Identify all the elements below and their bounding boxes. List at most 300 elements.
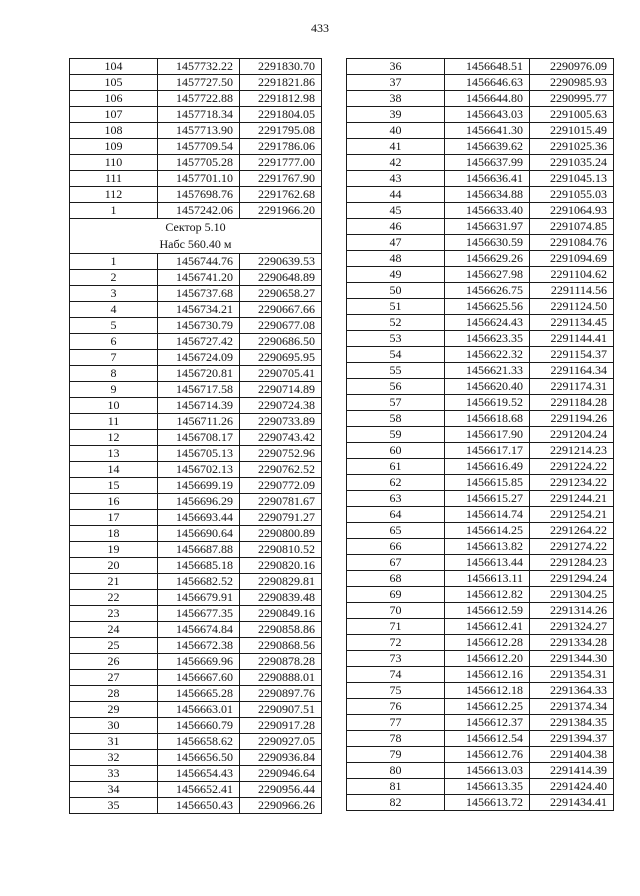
table-row: [347, 203, 614, 219]
table-row: [70, 187, 322, 203]
y-coordinate-cell: 2290705.41: [240, 366, 322, 382]
y-coordinate-cell: 2290714.89: [240, 382, 322, 398]
table-row: [347, 411, 614, 427]
left-table-rows-before: [70, 59, 322, 219]
table-row: [70, 107, 322, 123]
y-coordinate-cell: 2290810.52: [240, 542, 322, 558]
y-coordinate-cell: 2291214.23: [530, 443, 614, 459]
x-coordinate-cell: 1456693.44: [158, 510, 240, 526]
y-coordinate-cell: 2290762.52: [240, 462, 322, 478]
x-coordinate-cell: 1456652.41: [158, 782, 240, 798]
point-number-cell: 21: [70, 574, 158, 590]
x-coordinate-cell: 1456615.27: [445, 491, 530, 507]
table-row: [70, 398, 322, 414]
y-coordinate-cell: 2291354.31: [530, 667, 614, 683]
table-row: [70, 155, 322, 171]
x-coordinate-cell: 1456641.30: [445, 123, 530, 139]
x-coordinate-cell: 1456612.82: [445, 587, 530, 603]
y-coordinate-cell: 2291404.38: [530, 747, 614, 763]
table-row: [70, 203, 322, 219]
x-coordinate-cell: 1456614.74: [445, 507, 530, 523]
y-coordinate-cell: 2290888.01: [240, 670, 322, 686]
y-coordinate-cell: 2291374.34: [530, 699, 614, 715]
x-coordinate-cell: 1456734.21: [158, 302, 240, 318]
y-coordinate-cell: 2291804.05: [240, 107, 322, 123]
point-number-cell: 49: [347, 267, 445, 283]
x-coordinate-cell: 1456646.63: [445, 75, 530, 91]
table-row: [70, 171, 322, 187]
y-coordinate-cell: 2290677.08: [240, 318, 322, 334]
table-row: [347, 91, 614, 107]
x-coordinate-cell: 1456613.35: [445, 779, 530, 795]
x-coordinate-cell: 1457709.54: [158, 139, 240, 155]
table-row: [347, 123, 614, 139]
point-number-cell: 56: [347, 379, 445, 395]
x-coordinate-cell: 1456612.28: [445, 635, 530, 651]
point-number-cell: 104: [70, 59, 158, 75]
point-number-cell: 33: [70, 766, 158, 782]
y-coordinate-cell: 2291045.13: [530, 171, 614, 187]
table-row: [347, 507, 614, 523]
x-coordinate-cell: 1456669.96: [158, 654, 240, 670]
y-coordinate-cell: 2291005.63: [530, 107, 614, 123]
x-coordinate-cell: 1456687.88: [158, 542, 240, 558]
x-coordinate-cell: 1456612.16: [445, 667, 530, 683]
x-coordinate-cell: 1456630.59: [445, 235, 530, 251]
x-coordinate-cell: 1456679.91: [158, 590, 240, 606]
table-row: [70, 654, 322, 670]
x-coordinate-cell: 1456690.64: [158, 526, 240, 542]
point-number-cell: 38: [347, 91, 445, 107]
table-row: [70, 334, 322, 350]
y-coordinate-cell: 2290917.28: [240, 718, 322, 734]
point-number-cell: 54: [347, 347, 445, 363]
x-coordinate-cell: 1456612.76: [445, 747, 530, 763]
point-number-cell: 45: [347, 203, 445, 219]
x-coordinate-cell: 1456617.17: [445, 443, 530, 459]
x-coordinate-cell: 1456648.51: [445, 59, 530, 75]
table-row: [70, 366, 322, 382]
table-row: [70, 702, 322, 718]
x-coordinate-cell: 1456705.13: [158, 446, 240, 462]
x-coordinate-cell: 1456744.76: [158, 254, 240, 270]
point-number-cell: 8: [70, 366, 158, 382]
y-coordinate-cell: 2291154.37: [530, 347, 614, 363]
y-coordinate-cell: 2290868.56: [240, 638, 322, 654]
table-row: [347, 235, 614, 251]
y-coordinate-cell: 2291344.30: [530, 651, 614, 667]
table-row: [70, 574, 322, 590]
point-number-cell: 111: [70, 171, 158, 187]
point-number-cell: 11: [70, 414, 158, 430]
y-coordinate-cell: 2291064.93: [530, 203, 614, 219]
x-coordinate-cell: 1456612.18: [445, 683, 530, 699]
y-coordinate-cell: 2291830.70: [240, 59, 322, 75]
y-coordinate-cell: 2290667.66: [240, 302, 322, 318]
table-row: [347, 347, 614, 363]
table-row: [347, 187, 614, 203]
point-number-cell: 75: [347, 683, 445, 699]
coordinates-table-right: [346, 58, 614, 811]
y-coordinate-cell: 2291384.35: [530, 715, 614, 731]
point-number-cell: 78: [347, 731, 445, 747]
y-coordinate-cell: 2290927.05: [240, 734, 322, 750]
y-coordinate-cell: 2291394.37: [530, 731, 614, 747]
point-number-cell: 46: [347, 219, 445, 235]
table-row: [347, 459, 614, 475]
x-coordinate-cell: 1456658.62: [158, 734, 240, 750]
table-row: [347, 331, 614, 347]
table-row: [347, 155, 614, 171]
x-coordinate-cell: 1456639.62: [445, 139, 530, 155]
point-number-cell: 4: [70, 302, 158, 318]
y-coordinate-cell: 2291174.31: [530, 379, 614, 395]
x-coordinate-cell: 1456624.43: [445, 315, 530, 331]
point-number-cell: 59: [347, 427, 445, 443]
y-coordinate-cell: 2290878.28: [240, 654, 322, 670]
y-coordinate-cell: 2290976.09: [530, 59, 614, 75]
table-row: [70, 766, 322, 782]
y-coordinate-cell: 2291035.24: [530, 155, 614, 171]
x-coordinate-cell: 1456677.35: [158, 606, 240, 622]
x-coordinate-cell: 1457718.34: [158, 107, 240, 123]
x-coordinate-cell: 1456636.41: [445, 171, 530, 187]
x-coordinate-cell: 1456660.79: [158, 718, 240, 734]
point-number-cell: 50: [347, 283, 445, 299]
y-coordinate-cell: 2291224.22: [530, 459, 614, 475]
y-coordinate-cell: 2291966.20: [240, 203, 322, 219]
table-row: [347, 603, 614, 619]
point-number-cell: 15: [70, 478, 158, 494]
table-row: [70, 446, 322, 462]
table-row: [70, 542, 322, 558]
point-number-cell: 20: [70, 558, 158, 574]
point-number-cell: 23: [70, 606, 158, 622]
table-row: [70, 526, 322, 542]
y-coordinate-cell: 2290839.48: [240, 590, 322, 606]
table-row: [70, 510, 322, 526]
x-coordinate-cell: 1456612.37: [445, 715, 530, 731]
point-number-cell: 18: [70, 526, 158, 542]
point-number-cell: 5: [70, 318, 158, 334]
y-coordinate-cell: 2291074.85: [530, 219, 614, 235]
table-row: [347, 779, 614, 795]
point-number-cell: 12: [70, 430, 158, 446]
x-coordinate-cell: 1456650.43: [158, 798, 240, 814]
x-coordinate-cell: 1456682.52: [158, 574, 240, 590]
table-row: [347, 763, 614, 779]
table-row: [70, 462, 322, 478]
y-coordinate-cell: 2291084.76: [530, 235, 614, 251]
y-coordinate-cell: 2291264.22: [530, 523, 614, 539]
y-coordinate-cell: 2290936.84: [240, 750, 322, 766]
left-table-rows-after: [70, 254, 322, 814]
point-number-cell: 76: [347, 699, 445, 715]
y-coordinate-cell: 2291334.28: [530, 635, 614, 651]
point-number-cell: 110: [70, 155, 158, 171]
y-coordinate-cell: 2291254.21: [530, 507, 614, 523]
x-coordinate-cell: 1456619.52: [445, 395, 530, 411]
x-coordinate-cell: 1456656.50: [158, 750, 240, 766]
table-row: [70, 686, 322, 702]
y-coordinate-cell: 2290956.44: [240, 782, 322, 798]
point-number-cell: 55: [347, 363, 445, 379]
x-coordinate-cell: 1456724.09: [158, 350, 240, 366]
y-coordinate-cell: 2291434.41: [530, 795, 614, 811]
point-number-cell: 65: [347, 523, 445, 539]
table-row: [70, 302, 322, 318]
x-coordinate-cell: 1456613.11: [445, 571, 530, 587]
point-number-cell: 47: [347, 235, 445, 251]
x-coordinate-cell: 1457242.06: [158, 203, 240, 219]
point-number-cell: 10: [70, 398, 158, 414]
y-coordinate-cell: 2291777.00: [240, 155, 322, 171]
x-coordinate-cell: 1456663.01: [158, 702, 240, 718]
y-coordinate-cell: 2291194.26: [530, 411, 614, 427]
table-row: [70, 286, 322, 302]
x-coordinate-cell: 1456612.20: [445, 651, 530, 667]
x-coordinate-cell: 1456714.39: [158, 398, 240, 414]
x-coordinate-cell: 1457698.76: [158, 187, 240, 203]
y-coordinate-cell: 2291795.08: [240, 123, 322, 139]
y-coordinate-cell: 2290743.42: [240, 430, 322, 446]
x-coordinate-cell: 1456612.25: [445, 699, 530, 715]
table-row: [70, 606, 322, 622]
y-coordinate-cell: 2290897.76: [240, 686, 322, 702]
table-row: [347, 59, 614, 75]
y-coordinate-cell: 2291244.21: [530, 491, 614, 507]
y-coordinate-cell: 2290772.09: [240, 478, 322, 494]
point-number-cell: 31: [70, 734, 158, 750]
table-row: [347, 635, 614, 651]
point-number-cell: 28: [70, 686, 158, 702]
x-coordinate-cell: 1457722.88: [158, 91, 240, 107]
point-number-cell: 63: [347, 491, 445, 507]
x-coordinate-cell: 1456613.72: [445, 795, 530, 811]
x-coordinate-cell: 1456633.40: [445, 203, 530, 219]
point-number-cell: 79: [347, 747, 445, 763]
point-number-cell: 68: [347, 571, 445, 587]
table-row: [347, 651, 614, 667]
x-coordinate-cell: 1456616.49: [445, 459, 530, 475]
y-coordinate-cell: 2291767.90: [240, 171, 322, 187]
y-coordinate-cell: 2290724.38: [240, 398, 322, 414]
coordinates-table-left: [69, 58, 322, 814]
point-number-cell: 77: [347, 715, 445, 731]
point-number-cell: 19: [70, 542, 158, 558]
point-number-cell: 108: [70, 123, 158, 139]
x-coordinate-cell: 1456625.56: [445, 299, 530, 315]
point-number-cell: 44: [347, 187, 445, 203]
table-row: [347, 171, 614, 187]
point-number-cell: 71: [347, 619, 445, 635]
table-row: [70, 350, 322, 366]
y-coordinate-cell: 2291134.45: [530, 315, 614, 331]
table-row: [347, 283, 614, 299]
point-number-cell: 73: [347, 651, 445, 667]
point-number-cell: 7: [70, 350, 158, 366]
point-number-cell: 42: [347, 155, 445, 171]
x-coordinate-cell: 1456702.13: [158, 462, 240, 478]
x-coordinate-cell: 1456626.75: [445, 283, 530, 299]
point-number-cell: 109: [70, 139, 158, 155]
table-row: [347, 699, 614, 715]
y-coordinate-cell: 2290849.16: [240, 606, 322, 622]
y-coordinate-cell: 2291294.24: [530, 571, 614, 587]
y-coordinate-cell: 2291364.33: [530, 683, 614, 699]
y-coordinate-cell: 2290781.67: [240, 494, 322, 510]
point-number-cell: 3: [70, 286, 158, 302]
y-coordinate-cell: 2290907.51: [240, 702, 322, 718]
y-coordinate-cell: 2291424.40: [530, 779, 614, 795]
page-number: 433: [311, 21, 329, 35]
point-number-cell: 39: [347, 107, 445, 123]
x-coordinate-cell: 1456618.68: [445, 411, 530, 427]
point-number-cell: 66: [347, 539, 445, 555]
point-number-cell: 70: [347, 603, 445, 619]
table-row: [70, 318, 322, 334]
point-number-cell: 29: [70, 702, 158, 718]
x-coordinate-cell: 1456631.97: [445, 219, 530, 235]
point-number-cell: 43: [347, 171, 445, 187]
x-coordinate-cell: 1456667.60: [158, 670, 240, 686]
point-number-cell: 58: [347, 411, 445, 427]
point-number-cell: 13: [70, 446, 158, 462]
y-coordinate-cell: 2290791.27: [240, 510, 322, 526]
table-row: [347, 683, 614, 699]
y-coordinate-cell: 2291055.03: [530, 187, 614, 203]
x-coordinate-cell: 1456613.44: [445, 555, 530, 571]
point-number-cell: 17: [70, 510, 158, 526]
point-number-cell: 112: [70, 187, 158, 203]
y-coordinate-cell: 2291234.22: [530, 475, 614, 491]
table-row: [347, 587, 614, 603]
table-row: [347, 619, 614, 635]
x-coordinate-cell: 1456727.42: [158, 334, 240, 350]
x-coordinate-cell: 1456629.26: [445, 251, 530, 267]
y-coordinate-cell: 2291284.23: [530, 555, 614, 571]
table-row: [70, 430, 322, 446]
point-number-cell: 27: [70, 670, 158, 686]
sector-header-row: [70, 219, 322, 254]
x-coordinate-cell: 1456622.32: [445, 347, 530, 363]
y-coordinate-cell: 2290648.89: [240, 270, 322, 286]
x-coordinate-cell: 1456614.25: [445, 523, 530, 539]
x-coordinate-cell: 1456637.99: [445, 155, 530, 171]
x-coordinate-cell: 1456665.28: [158, 686, 240, 702]
y-coordinate-cell: 2290985.93: [530, 75, 614, 91]
point-number-cell: 48: [347, 251, 445, 267]
y-coordinate-cell: 2291414.39: [530, 763, 614, 779]
y-coordinate-cell: 2291786.06: [240, 139, 322, 155]
point-number-cell: 30: [70, 718, 158, 734]
x-coordinate-cell: 1456730.79: [158, 318, 240, 334]
y-coordinate-cell: 2290658.27: [240, 286, 322, 302]
y-coordinate-cell: 2290858.86: [240, 622, 322, 638]
table-row: [347, 75, 614, 91]
x-coordinate-cell: 1456685.18: [158, 558, 240, 574]
y-coordinate-cell: 2291324.27: [530, 619, 614, 635]
y-coordinate-cell: 2291094.69: [530, 251, 614, 267]
point-number-cell: 72: [347, 635, 445, 651]
table-row: [70, 139, 322, 155]
x-coordinate-cell: 1456696.29: [158, 494, 240, 510]
table-row: [347, 571, 614, 587]
y-coordinate-cell: 2290752.96: [240, 446, 322, 462]
y-coordinate-cell: 2291114.56: [530, 283, 614, 299]
point-number-cell: 16: [70, 494, 158, 510]
point-number-cell: 62: [347, 475, 445, 491]
table-row: [347, 219, 614, 235]
table-row: [70, 478, 322, 494]
point-number-cell: 107: [70, 107, 158, 123]
table-row: [347, 379, 614, 395]
table-row: [347, 139, 614, 155]
y-coordinate-cell: 2290733.89: [240, 414, 322, 430]
x-coordinate-cell: 1456674.84: [158, 622, 240, 638]
table-row: [70, 494, 322, 510]
point-number-cell: 74: [347, 667, 445, 683]
y-coordinate-cell: 2291104.62: [530, 267, 614, 283]
x-coordinate-cell: 1456720.81: [158, 366, 240, 382]
x-coordinate-cell: 1456717.58: [158, 382, 240, 398]
point-number-cell: 6: [70, 334, 158, 350]
x-coordinate-cell: 1456672.38: [158, 638, 240, 654]
table-row: [347, 475, 614, 491]
sector-header-cell: [70, 219, 322, 254]
x-coordinate-cell: 1456613.03: [445, 763, 530, 779]
y-coordinate-cell: 2291184.28: [530, 395, 614, 411]
table-row: [70, 123, 322, 139]
table-row: [347, 267, 614, 283]
point-number-cell: 51: [347, 299, 445, 315]
sector-header-group: [70, 219, 322, 254]
point-number-cell: 32: [70, 750, 158, 766]
table-row: [70, 91, 322, 107]
table-row: [70, 270, 322, 286]
x-coordinate-cell: 1456654.43: [158, 766, 240, 782]
point-number-cell: 53: [347, 331, 445, 347]
table-row: [70, 75, 322, 91]
y-coordinate-cell: 2291025.36: [530, 139, 614, 155]
table-row: [70, 782, 322, 798]
table-row: [347, 795, 614, 811]
x-coordinate-cell: 1456615.85: [445, 475, 530, 491]
y-coordinate-cell: 2291144.41: [530, 331, 614, 347]
table-row: [70, 638, 322, 654]
y-coordinate-cell: 2290995.77: [530, 91, 614, 107]
table-row: [70, 750, 322, 766]
sector-title: Сектор 5.10: [165, 220, 226, 234]
point-number-cell: 14: [70, 462, 158, 478]
x-coordinate-cell: 1456741.20: [158, 270, 240, 286]
point-number-cell: 82: [347, 795, 445, 811]
table-row: [70, 734, 322, 750]
x-coordinate-cell: 1456711.26: [158, 414, 240, 430]
y-coordinate-cell: 2290966.26: [240, 798, 322, 814]
y-coordinate-cell: 2290800.89: [240, 526, 322, 542]
x-coordinate-cell: 1456708.17: [158, 430, 240, 446]
point-number-cell: 1: [70, 254, 158, 270]
point-number-cell: 35: [70, 798, 158, 814]
y-coordinate-cell: 2290820.16: [240, 558, 322, 574]
table-row: [70, 558, 322, 574]
point-number-cell: 80: [347, 763, 445, 779]
point-number-cell: 57: [347, 395, 445, 411]
point-number-cell: 105: [70, 75, 158, 91]
point-number-cell: 81: [347, 779, 445, 795]
y-coordinate-cell: 2291812.98: [240, 91, 322, 107]
